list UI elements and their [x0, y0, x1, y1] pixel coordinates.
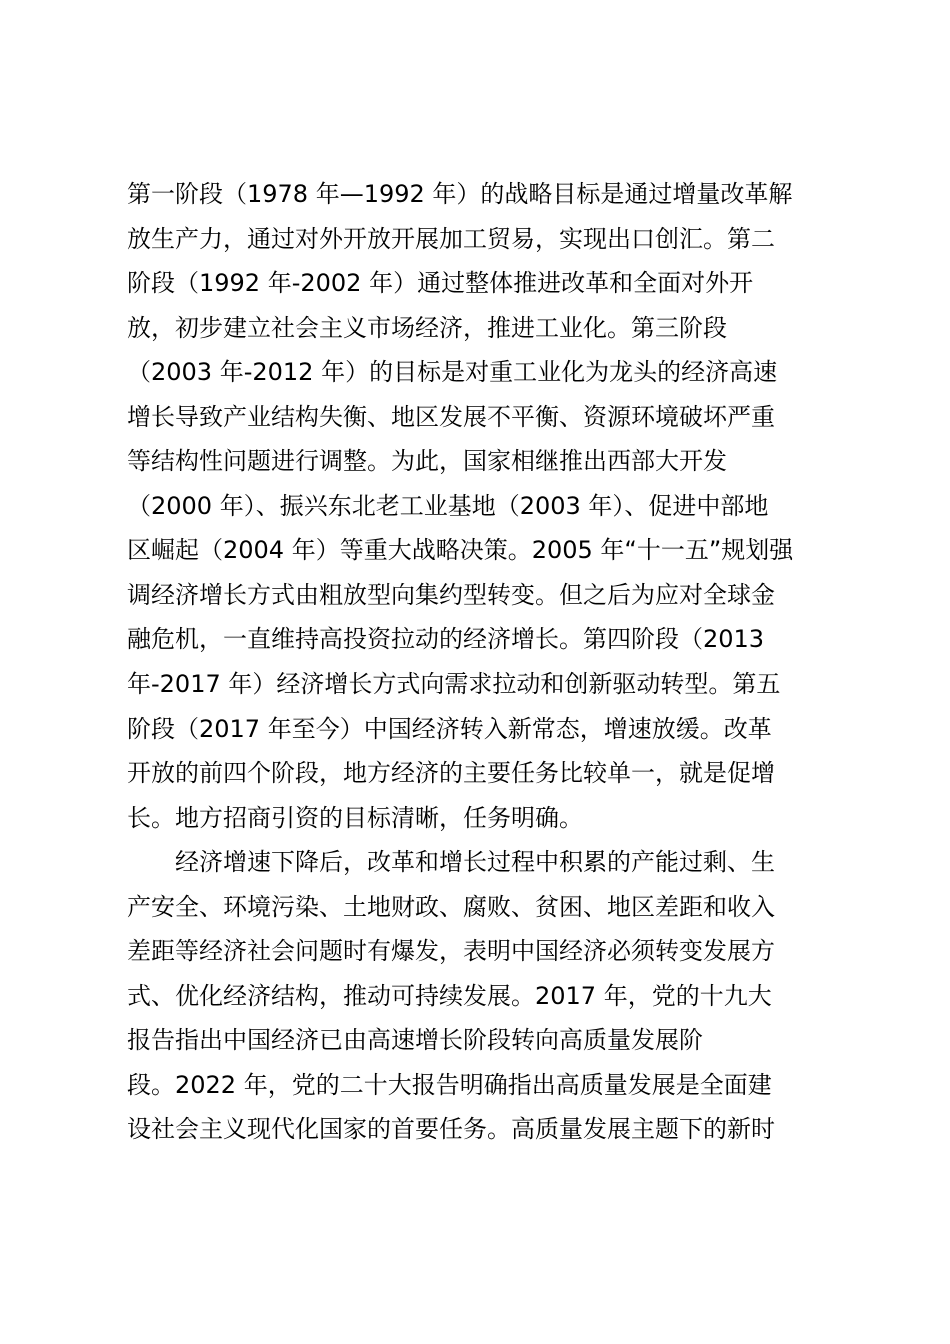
text-line: 开放的前四个阶段，地方经济的主要任务比较单一，就是促增 — [127, 759, 775, 788]
text-line: 式、优化经济结构，推动可持续发展。2017 年，党的十九大 — [127, 981, 772, 1010]
text-line: 阶段（1992 年-2002 年）通过整体推进改革和全面对外开 — [127, 269, 754, 298]
text-line: 第一阶段（1978 年—1992 年）的战略目标是通过增量改革解 — [127, 180, 793, 208]
text-line: （2003 年-2012 年）的目标是对重工业化为龙头的经济高速 — [127, 358, 778, 387]
text-line: 长。地方招商引资的目标清晰，任务明确。 — [127, 803, 583, 832]
text-line: 增长导致产业结构失衡、地区发展不平衡、资源环境破坏严重 — [127, 402, 775, 431]
text-line: 报告指出中国经济已由高速增长阶段转向高质量发展阶 — [127, 1026, 703, 1055]
text-line: 经济增速下降后，改革和增长过程中积累的产能过剩、生 — [127, 848, 775, 877]
text-line: 设社会主义现代化国家的首要任务。高质量发展主题下的新时 — [127, 1115, 775, 1144]
text-line: 区崛起（2004 年）等重大战略决策。2005 年“十一五”规划强 — [127, 536, 794, 565]
body-text — [127, 172, 837, 1152]
text-line: 差距等经济社会问题时有爆发，表明中国经济必须转变发展方 — [127, 937, 775, 966]
text-line: 调经济增长方式由粗放型向集约型转变。但之后为应对全球金 — [127, 580, 775, 609]
text-line: 段。2022 年，党的二十大报告明确指出高质量发展是全面建 — [127, 1070, 772, 1099]
text-line: （2000 年）、振兴东北老工业基地（2003 年）、促进中部地 — [127, 491, 769, 520]
text-line: 年-2017 年）经济增长方式向需求拉动和创新驱动转型。第五 — [127, 670, 781, 699]
text-line: 等结构性问题进行调整。为此，国家相继推出西部大开发 — [127, 447, 727, 476]
text-line: 放，初步建立社会主义市场经济，推进工业化。第三阶段 — [127, 313, 727, 342]
text-line: 融危机，一直维持高投资拉动的经济增长。第四阶段（2013 — [127, 625, 765, 654]
text-line: 阶段（2017 年至今）中国经济转入新常态，增速放缓。改革 — [127, 714, 772, 743]
text-line: 放生产力，通过对外开放开展加工贸易，实现出口创汇。第二 — [127, 224, 775, 253]
text-line: 产安全、环境污染、土地财政、腐败、贫困、地区差距和收入 — [127, 892, 775, 921]
